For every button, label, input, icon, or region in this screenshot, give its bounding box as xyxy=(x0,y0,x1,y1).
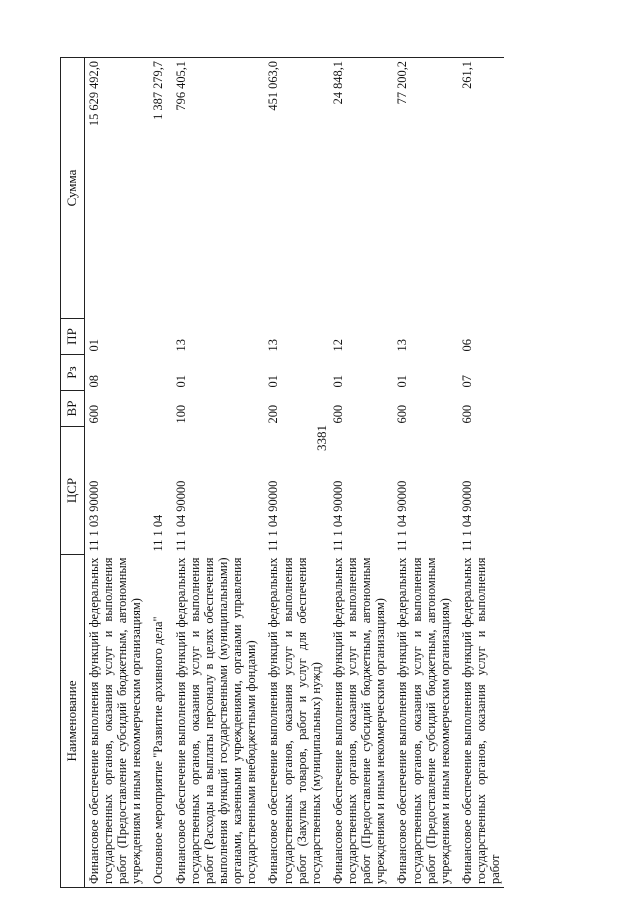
row-csr: 11 1 04 90000 xyxy=(266,480,281,552)
row-name: Основное мероприятие "Развитие архивного дела" xyxy=(149,555,171,888)
row-rz: 07 xyxy=(460,375,475,388)
table-row xyxy=(264,58,329,888)
row-vr: 600 xyxy=(86,404,101,424)
row-name: Финансовое обеспечение выполнения функций федеральных государственных органов, оказания услуг и выполнения работ (Расходы на выплаты персоналу в целях обеспечения выполнения функций государственными (муниципальными) органами, казенными учреждениями, органами управления государственными внебюджетными фондами) xyxy=(172,555,265,888)
row-name: Финансовое обеспечение выполнения функций федеральных государственных органов, оказания услуг и выполнения работ xyxy=(458,555,504,888)
row-vr: 100 xyxy=(173,404,188,424)
header-csr: ЦСР xyxy=(61,427,85,555)
row-name: Финансовое обеспечение выполнения функций федеральных государственных органов, оказания услуг и выполнения работ (Закупка товаров, работ и услуг для обеспечения государственных (муниципальных) нужд) xyxy=(264,555,329,888)
row-pr xyxy=(149,319,171,355)
row-pr: 13 xyxy=(395,339,410,352)
row-rz: 08 xyxy=(86,375,101,388)
budget-table xyxy=(60,57,504,888)
row-vr: 600 xyxy=(330,404,345,424)
row-csr: 11 1 04 90000 xyxy=(330,480,345,552)
row-sum: 796 405,1 xyxy=(172,58,265,319)
row-rz: 01 xyxy=(330,375,345,388)
rotated-page xyxy=(60,58,585,888)
row-vr: 600 xyxy=(395,404,410,424)
row-sum: 1 387 279,7 xyxy=(149,58,171,319)
row-pr: 13 xyxy=(266,339,281,352)
header-pr: ПР xyxy=(61,319,85,355)
table-row xyxy=(172,58,265,888)
row-name: Финансовое обеспечение выполнения функций федеральных государственных органов, оказания услуг и выполнения работ (Предоставление субсидий бюджетным, автономным учреждениям и иным некоммерческим организациям) xyxy=(393,555,458,888)
header-vr: ВР xyxy=(61,391,85,427)
table-row xyxy=(393,58,458,888)
header-row xyxy=(61,58,85,888)
header-name: Наименование xyxy=(61,555,85,888)
header-rz: Рз xyxy=(61,355,85,391)
row-rz xyxy=(149,355,171,391)
row-name: Финансовое обеспечение выполнения функций федеральных государственных органов, оказания услуг и выполнения работ (Предоставление субсидий бюджетным, автономным учреждениям и иным некоммерческим организациям) xyxy=(329,555,394,888)
row-sum: 261,1 xyxy=(458,58,504,319)
row-rz: 01 xyxy=(395,375,410,388)
table-row xyxy=(149,58,171,888)
row-pr: 12 xyxy=(330,339,345,352)
row-sum: 24 848,1 xyxy=(329,58,394,319)
row-csr: 11 1 04 90000 xyxy=(460,480,475,552)
row-vr: 600 xyxy=(460,404,475,424)
page-number: 3381 xyxy=(314,425,329,451)
row-vr: 200 xyxy=(266,404,281,424)
row-sum: 77 200,2 xyxy=(393,58,458,319)
row-rz: 01 xyxy=(173,375,188,388)
header-sum: Сумма xyxy=(61,58,85,319)
row-csr: 11 1 04 90000 xyxy=(173,480,188,552)
row-csr: 11 1 04 90000 xyxy=(395,480,410,552)
row-pr: 13 xyxy=(173,339,188,352)
row-sum: 15 629 492,0 xyxy=(84,58,149,319)
row-pr: 01 xyxy=(86,339,101,352)
row-vr xyxy=(149,391,171,427)
row-sum: 451 063,0 xyxy=(264,58,329,319)
row-rz: 01 xyxy=(266,375,281,388)
table-row xyxy=(84,58,149,888)
row-pr: 06 xyxy=(460,339,475,352)
table-row xyxy=(329,58,394,888)
row-csr: 11 1 03 90000 xyxy=(86,480,101,552)
row-name: Финансовое обеспечение выполнения функций федеральных государственных органов, оказания услуг и выполнения работ (Предоставление субсидий бюджетным, автономным учреждениям и иным некоммерческим организациям) xyxy=(84,555,149,888)
row-csr: 11 1 04 xyxy=(151,514,166,552)
table-row xyxy=(458,58,504,888)
